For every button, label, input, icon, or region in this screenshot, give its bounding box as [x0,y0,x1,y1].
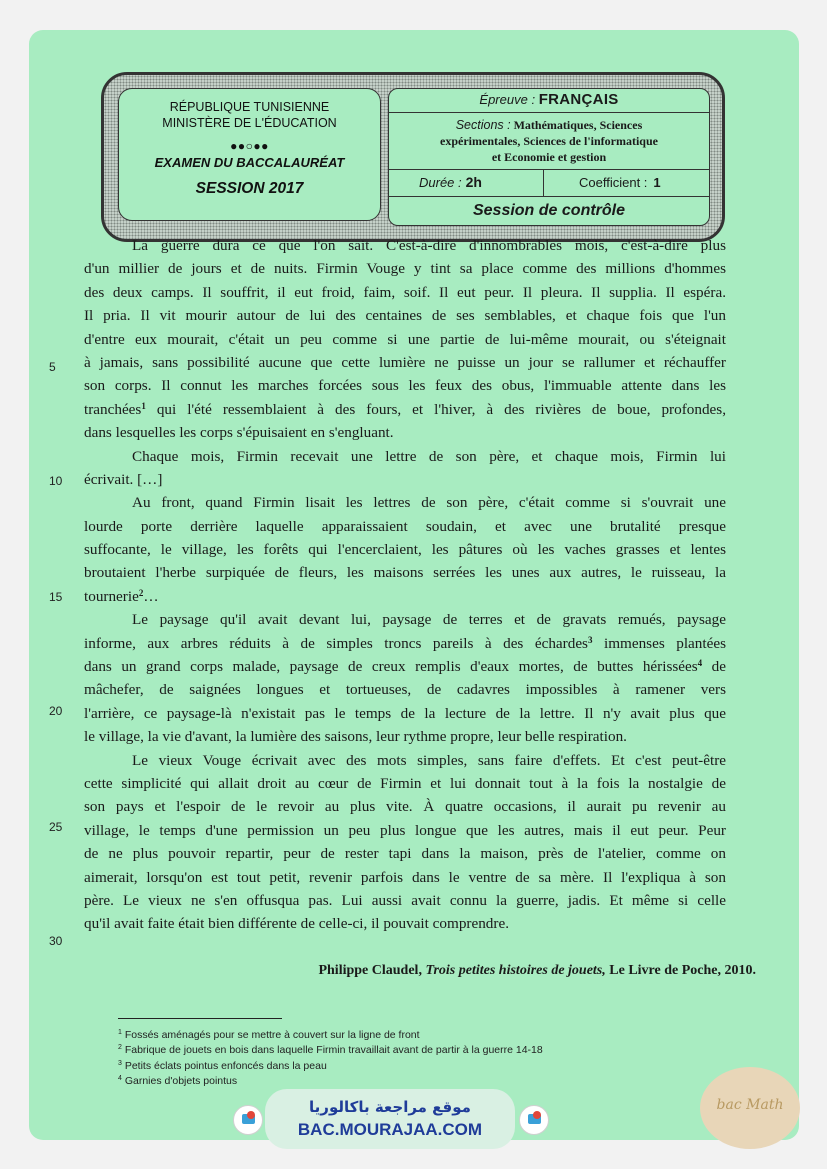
source-title: Trois petites histoires de jouets, [425,963,606,978]
footnote-number: 1 [118,1029,122,1036]
site-url: BAC.MOURAJAA.COM [297,1120,483,1139]
text-fragment: dans un grand corps malade, paysage de creux remplis d'eaux mortes, de buttes hérissées [84,658,698,676]
text-fragment: … [143,587,159,605]
footnote-number: 3 [118,1059,122,1067]
text-line: d'entre eux mourait, c'était un peu comme si une partie de lui-même mourait, ou s'éteignait [84,330,726,348]
text-line: écrivait. […] [84,470,163,488]
ministry-label: MINISTÈRE DE L'ÉDUCATION [162,116,337,130]
text-line: broutaient l'herbe surpiquée de fleurs, les maisons serrées les unes aux autres, le ruisseau, la [84,564,726,582]
coefficient-label: Coefficient : [579,175,648,190]
text-line: de ne plus pouvoir repartir, peur de rester tapi dans la maison, près de l'atelier, comme on [84,845,726,863]
text-line: Chaque mois, Firmin recevait une lettre de son père, et chaque mois, Firmin lui [132,447,726,465]
session-year: SESSION 2017 [195,180,304,197]
text-line: dans lesquelles les corps s'épuisaient en s'engluant. [84,424,394,442]
footnote-text: Petits éclats pointus enfoncés dans la peau [124,1059,327,1072]
sections-line-2: expérimentales, Sciences de l'informatique [440,134,658,148]
text-line [84,632,726,655]
bacmath-logo-text: bac Math [716,1097,784,1113]
footnotes [118,1028,543,1089]
source-author: Philippe Claudel, [318,963,422,978]
coefficient-value: 1 [653,175,661,190]
footnote-ref-3: 3 [587,634,593,645]
header-right-box [388,88,710,226]
passage [84,234,726,936]
coefficient [579,170,661,195]
sections-line-3: et Economie et gestion [491,150,607,164]
text-line: lourde porte derrière laquelle apparaissaient soudain, et avec une brutalité presque [84,517,726,535]
footnote-ref-4: 4 [697,658,703,669]
text-line: Le paysage qu'il avait devant lui, paysage de terres et de gravats remués, paysage [132,611,726,629]
exam-label: EXAMEN DU BACCALAURÉAT [154,155,345,170]
footnote-number: 4 [118,1074,122,1082]
line-number: 30 [49,934,63,948]
line-number: 15 [49,590,63,604]
text-line: mâchefer, de saignées longues et tortueuses, de cadavres impossibles à ramener vers [84,681,726,699]
text-line: des deux camps. Il souffrit, il eut froid, faim, soif. Il eut peur. Il pleura. Il supplia. Il espéra. [84,283,726,301]
text-line [84,398,726,421]
dots-ornament: ●●○●● [230,139,269,153]
text-line: La guerre dura ce que l'on sait. C'est-à-dire d'innombrables mois, c'est-à-dire plus [132,237,726,254]
line-number: 5 [49,360,56,374]
exam-header [101,72,725,242]
text-line: l'arrière, ce paysage-là n'existait pas le temps de la lecture de la lettre. Il n'y avait plus que [84,704,726,722]
duration-label: Durée : [419,175,462,190]
footnote-3 [118,1059,543,1074]
footnote-number: 2 [118,1044,122,1052]
text-line: Il pria. Il vit mourir autour de lui des centaines de ses semblables, et chaque fois que l'un [84,307,726,325]
subject-value: FRANÇAIS [538,91,619,108]
text-line: père. Le vieux ne s'en offusqua pas. Lui aussi avait connu la guerre, jadis. Et même si celle [84,891,726,909]
bacmath-logo [700,1067,800,1149]
text-line: à jamais, sans possibilité aucune que cette lumière ne puisse un jour se rallumer et réchauffer [84,353,726,371]
text-fragment: tournerie [84,587,139,605]
source-citation [318,963,756,979]
text-fragment: informe, aux arbres réduits à de simples troncs pareils à des échardes [84,634,588,652]
sections-line-1: Mathématiques, Sciences [513,118,643,132]
text-line [84,655,726,678]
footnote-1 [118,1028,543,1043]
footnote-2 [118,1043,543,1058]
header-left-box [118,88,381,221]
footnote-ref-2: 2 [138,587,144,598]
text-fragment: qui l'été ressemblaient à des fours, et l'hiver, à des rivières de boue, profondes, [156,400,726,418]
subject-row [389,89,709,113]
text-line [84,585,726,608]
text-fragment: tranchées [84,400,142,418]
duration [419,170,482,195]
row-separator [543,170,544,196]
site-arabic-name: موقع مراجعة باكالوريا [309,1098,471,1116]
text-line: d'un millier de jours et de nuits. Firmin Vouge y tint sa place comme des millions d'hommes [84,260,726,278]
line-number: 20 [49,704,63,718]
text-line: aimerait, lorsqu'on est tout petit, revenir parfois dans le ventre de sa mère. Il l'expliqua à son [84,868,726,886]
sections-label: Sections : [455,118,511,132]
footnote-rule [118,1018,282,1019]
footnote-text: Fabrique de jouets en bois dans laquelle Firmin travaillait avant de partir à la guerre 14-18 [124,1044,543,1057]
source-publisher: Le Livre de Poche, 2010. [609,963,756,978]
text-line: village, le temps d'une permission un peu plus longue que les autres, mais il eut peur. Peur [84,821,726,839]
site-logo-icon [233,1105,263,1135]
duration-value: 2h [465,174,482,190]
session-type: Session de contrôle [472,202,626,219]
text-line: son corps. Il connut les marches forcées sous les feux des obus, l'immuable attente dans les [84,377,726,395]
text-fragment: immenses plantées [603,634,726,652]
text-fragment: de [711,658,726,676]
footnote-4 [118,1074,543,1089]
sections-row [389,113,709,170]
site-logo-icon [519,1105,549,1135]
footnote-text: Fossés aménagés pour se mettre à couvert sur la ligne de front [124,1029,420,1041]
text-line: cette simplicité qui allait droit au cœur de Firmin et lui donnait tout à la fois la nostalgie de [84,774,726,792]
republic-label: RÉPUBLIQUE TUNISIENNE [169,100,330,114]
text-line: Le vieux Vouge écrivait avec des mots simples, sans faire d'effets. Et c'est peut-être [132,751,726,769]
duration-row [389,170,709,197]
text-line: suffocante, le village, les forêts qui l'encerclaient, les pâtures où les vaches grasses et lentes [84,541,726,559]
text-line: son pays et l'espoir de le revoir au plus vite. À quatre occasions, il aurait pu revenir au [84,798,726,816]
text-line: Au front, quand Firmin lisait les lettres de son père, c'était comme si s'ouvrait une [132,494,726,512]
footnote-ref-1: 1 [141,400,146,411]
footnote-text: Garnies d'objets pointus [124,1074,238,1087]
site-watermark[interactable] [265,1089,515,1149]
line-number: 25 [49,820,63,834]
text-line: qu'il avait faite était bien différente de celle-ci, il pouvait comprendre. [84,915,509,933]
epreuve-label: Épreuve : [479,92,536,107]
line-number: 10 [49,474,63,488]
text-line: le village, la vie d'avant, la lumière des saisons, leur rythme propre, leur belle respiration. [84,728,627,746]
